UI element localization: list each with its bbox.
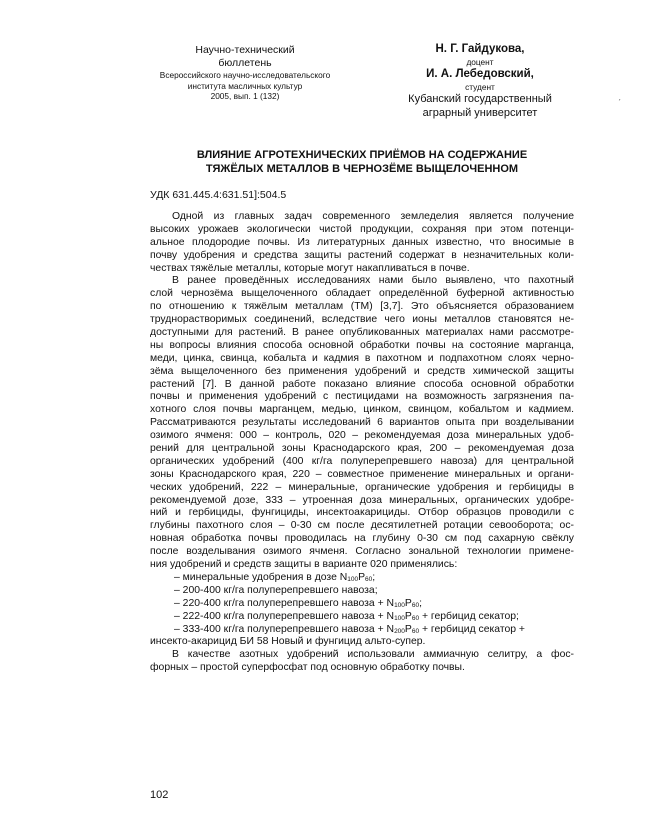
text-line: по отношению к тяжёлым металлам (ТМ) [3,7]. Это объясняется образованием	[150, 301, 574, 313]
subscript: 100	[394, 614, 405, 622]
text-line: Рассматриваются результаты исследований 6 вариантов опыта при возделывании	[150, 417, 574, 429]
list-item-continuation: инсекто-акарицид БИ 58 Новый и фунгицид альто-супер.	[150, 636, 426, 648]
list-text: P	[404, 623, 412, 635]
journal-title-line-2: бюллетень	[218, 57, 272, 69]
page-number: 102	[150, 789, 169, 801]
text-line: альное плодородие почвы. Из литературных данных известно, что вносимые в	[150, 236, 574, 248]
list-text: – минеральные удобрения в дозе N	[174, 571, 348, 583]
subscript: 100	[394, 601, 405, 609]
text-line: чествах тяжёлые металлы, которые могут накапливаться в почве.	[150, 262, 470, 274]
list-item	[150, 598, 574, 611]
journal-institute-line-2: института масличных культур	[187, 80, 303, 91]
text-line: хотного слоя почвы марганцем, медью, цинком, свинцом, кобальтом и кадмием.	[150, 404, 574, 416]
journal-issue: 2005, вып. 1 (132)	[210, 91, 280, 101]
text-line: рекомендуемой дозе, 333 – утроенная доза минеральных, органических удобре-	[150, 494, 574, 506]
author-2-role: студент	[465, 82, 495, 92]
text-line: почву удобрения и средства защиты растений содержат в незначительных коли-	[150, 249, 574, 261]
authors-block	[388, 42, 572, 120]
subscript: 60	[411, 601, 420, 609]
text-line: меди, цинка, свинца, кобальта и кадмия в пахотном и подпахотном слоях черно-	[150, 352, 574, 364]
text-line: высоких урожаев экологически чистой продукции, сохраняя при этом потенци-	[150, 223, 574, 235]
text-line: почвы и применения удобрений с пестицидами на возможность загрязнения па-	[150, 391, 574, 403]
journal-institute-line-1: Всероссийского научно-исследовательского	[159, 70, 331, 80]
udk-code: УДК 631.445.4:631.51]:504.5	[150, 189, 287, 201]
list-text: P	[404, 597, 412, 609]
text-line: рений для центральной зоны Краснодарского края, 200 – рекомендуемая доза	[150, 443, 574, 455]
text-line: новная обработка почвы проводилась на глубину 0-30 см под сахарную свёклу	[150, 533, 574, 545]
list-item	[150, 624, 574, 637]
journal-title-line-1: Научно-технический	[195, 44, 295, 56]
subscript: 100	[347, 575, 359, 583]
text-line: растений [7]. В данной работе показано влияние способа основной обработки	[150, 378, 574, 390]
list-text: – 333-400 кг/га полуперепревшего навоза + N	[174, 623, 395, 635]
list-item	[150, 585, 574, 598]
list-text: – 200-400 кг/га полуперепревшего навоза;	[174, 584, 378, 596]
text-line: слой чернозёма выщелоченного обладает определённой буферной активностью	[150, 288, 574, 300]
text-line: В качестве азотных удобрений использовали аммиачную селитру, а фос-	[172, 649, 574, 661]
text-line: ний и гербициды, фунгициды, инсектоакарициды. Отбор образцов проводили с	[150, 507, 574, 519]
journal-header	[150, 44, 340, 102]
list-text: P	[358, 571, 366, 583]
text-line: озимого ячменя: 000 – контроль, 020 – рекомендуемая доза минеральных удоб-	[150, 430, 574, 442]
text-line: после возделывания озимого ячменя. Согласно зональной технологии примене-	[150, 546, 574, 558]
list-text: P	[404, 610, 412, 622]
text-line: доступными для растений. В ранее опубликованных материалах нами рассмотре-	[150, 327, 574, 339]
text-line: форных – простой суперфосфат под основную обработку почвы.	[150, 662, 465, 674]
text-line: ния удобрений и средств защиты в варианте 020 применялись:	[150, 559, 458, 571]
text-line: органических удобрений (400 кг/га полуперепревшего навоза) для центральной	[150, 455, 574, 467]
subscript: 60	[411, 627, 420, 635]
list-text: + гербицид секатор +	[419, 623, 525, 635]
list-item	[150, 572, 574, 585]
article-title-line-2: ТЯЖЁЛЫХ МЕТАЛЛОВ В ЧЕРНОЗЁМЕ ВЫЩЕЛОЧЕННОМ	[205, 163, 519, 175]
subscript: 200	[394, 627, 405, 635]
text-line: ческих удобрений, 222 – минеральные, органические удобрения и гербициды в	[150, 481, 574, 493]
text-line: ны вопросы влияния способа основной обработки почвы на состояние марганца,	[150, 339, 574, 351]
university-line-2: аграрный университет	[422, 107, 538, 119]
author-1-role: доцент	[466, 57, 494, 67]
author-1-name: Н. Г. Гайдукова,	[435, 43, 525, 55]
subscript: 60	[411, 614, 420, 622]
list-text: ;	[419, 597, 422, 609]
subscript: 60	[365, 575, 373, 583]
article-body	[150, 211, 574, 675]
scan-speck: ˊ	[618, 98, 621, 108]
text-line: зёма выщелоченного без применения удобрений и средств химической защиты	[150, 365, 574, 377]
author-2-name: И. А. Лебедовский,	[426, 68, 534, 80]
text-line: глубины пахотного слоя – 0-30 см после десятилетней ротации севооборота; ос-	[150, 520, 574, 532]
article-title	[150, 148, 574, 176]
text-line: зоны Краснодарского края, 220 – совместное применение минеральных и органи-	[150, 468, 574, 480]
list-text: – 222-400 кг/га полуперепревшего навоза + N	[174, 610, 395, 622]
text-line: труднорастворимых соединений, вследствие чего ионы металлов становятся не-	[150, 314, 574, 326]
university-line-1: Кубанский государственный	[408, 93, 552, 105]
list-item	[150, 611, 574, 624]
list-text: ;	[372, 571, 376, 583]
list-text: – 220-400 кг/га полуперепревшего навоза + N	[174, 597, 395, 609]
text-line: Одной из главных задач современного земледелия является получение	[172, 211, 574, 222]
article-title-line-1: ВЛИЯНИЕ АГРОТЕХНИЧЕСКИХ ПРИЁМОВ НА СОДЕРЖАНИЕ	[196, 149, 528, 161]
text-line: В ранее проведённых исследованиях нами было выявлено, что пахотный	[172, 275, 574, 287]
list-text: + гербицид секатор;	[419, 610, 519, 622]
